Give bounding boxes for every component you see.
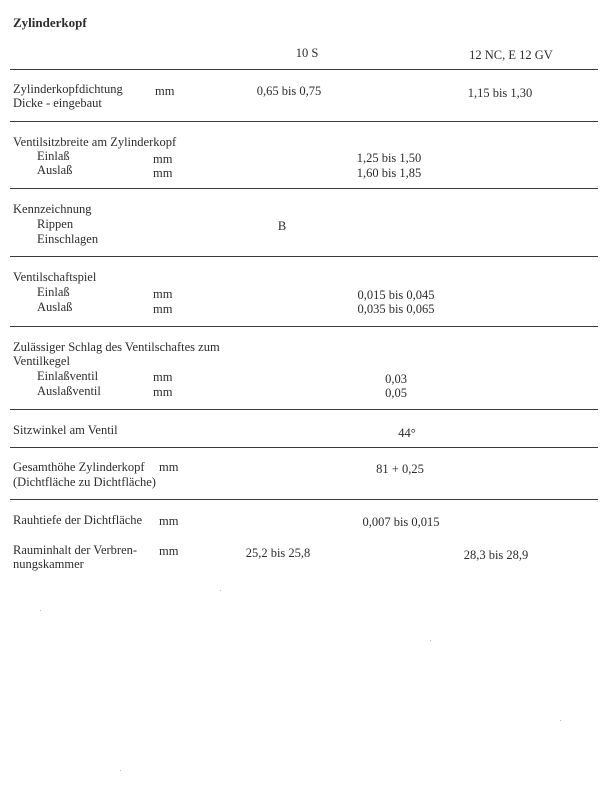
row-sublabel-auslass: Auslaß (37, 300, 73, 314)
row-label-rauminhalt: Rauminhalt der Verbren- (13, 543, 138, 557)
value-schaftspiel-einlass: 0,015 bis 0,045 (357, 288, 435, 302)
divider (10, 447, 598, 448)
page-title: Zylinderkopf (13, 15, 87, 30)
row-sublabel-einschlagen: Einschlagen (37, 232, 99, 246)
row-label-sitzwinkel: Sitzwinkel am Ventil (13, 423, 118, 437)
scan-speck (220, 590, 221, 591)
divider (10, 409, 598, 410)
value-dichtung-10s: 0,65 bis 0,75 (256, 84, 322, 98)
row-heading-sitzbreite: Ventilsitzbreite am Zylinderkopf (13, 135, 177, 149)
value-kennzeichnung: B (277, 219, 287, 233)
row-heading-schaftspiel: Ventilschaftspiel (13, 270, 97, 284)
row-sublabel-einlass: Einlaß (37, 149, 70, 163)
scan-speck (430, 640, 431, 641)
unit-label: mm (159, 460, 179, 474)
row-heading-schlag: Zulässiger Schlag des Ventilschaftes zum (13, 340, 220, 354)
value-gesamthoehe: 81 + 0,25 (376, 462, 424, 476)
scan-speck (560, 720, 561, 721)
value-rauhtiefe: 0,007 bis 0,015 (362, 515, 440, 529)
row-heading-kennzeichnung: Kennzeichnung (13, 202, 92, 216)
unit-label: mm (153, 287, 173, 301)
scan-speck (40, 610, 41, 611)
row-heading-schlag-cont: Ventilkegel (13, 354, 70, 368)
value-sitzwinkel: 44° (398, 426, 416, 440)
row-label-rauhtiefe: Rauhtiefe der Dichtfläche (13, 513, 143, 527)
value-dichtung-12nc: 1,15 bis 1,30 (467, 86, 533, 100)
unit-label: mm (159, 514, 179, 528)
row-sublabel-einlassventil: Einlaßventil (37, 369, 99, 383)
scan-speck (120, 770, 121, 771)
value-rauminhalt-12nc: 28,3 bis 28,9 (463, 548, 529, 562)
row-sublabel-dichtung: Dicke - eingebaut (13, 96, 102, 110)
value-schlag-auslassventil: 0,05 (385, 386, 407, 400)
row-sublabel-rauminhalt: nungskammer (13, 557, 84, 571)
unit-label: mm (153, 166, 173, 180)
row-sublabel-rippen: Rippen (37, 217, 74, 231)
unit-label: mm (159, 544, 179, 558)
value-schaftspiel-auslass: 0,035 bis 0,065 (357, 302, 435, 316)
unit-label: mm (155, 84, 175, 98)
row-sublabel-auslass: Auslaß (37, 163, 73, 177)
divider (10, 326, 598, 327)
divider (10, 69, 598, 70)
divider (10, 499, 598, 500)
value-schlag-einlassventil: 0,03 (385, 372, 407, 386)
unit-label: mm (153, 385, 173, 399)
column-header-12nc: 12 NC, E 12 GV (469, 48, 553, 62)
row-label-dichtung: Zylinderkopfdichtung (13, 82, 123, 96)
row-sublabel-auslassventil: Auslaßventil (37, 384, 101, 398)
unit-label: mm (153, 302, 173, 316)
value-rauminhalt-10s: 25,2 bis 25,8 (245, 546, 311, 560)
value-sitzbreite-auslass: 1,60 bis 1,85 (356, 166, 422, 180)
unit-label: mm (153, 370, 173, 384)
divider (10, 121, 598, 122)
divider (10, 188, 598, 189)
unit-label: mm (153, 152, 173, 166)
column-header-10s: 10 S (295, 46, 319, 60)
divider (10, 256, 598, 257)
row-sublabel-gesamthoehe: (Dichtfläche zu Dichtfläche) (13, 475, 156, 489)
row-sublabel-einlass: Einlaß (37, 285, 70, 299)
row-label-gesamthoehe: Gesamthöhe Zylinderkopf (13, 460, 145, 474)
value-sitzbreite-einlass: 1,25 bis 1,50 (356, 151, 422, 165)
